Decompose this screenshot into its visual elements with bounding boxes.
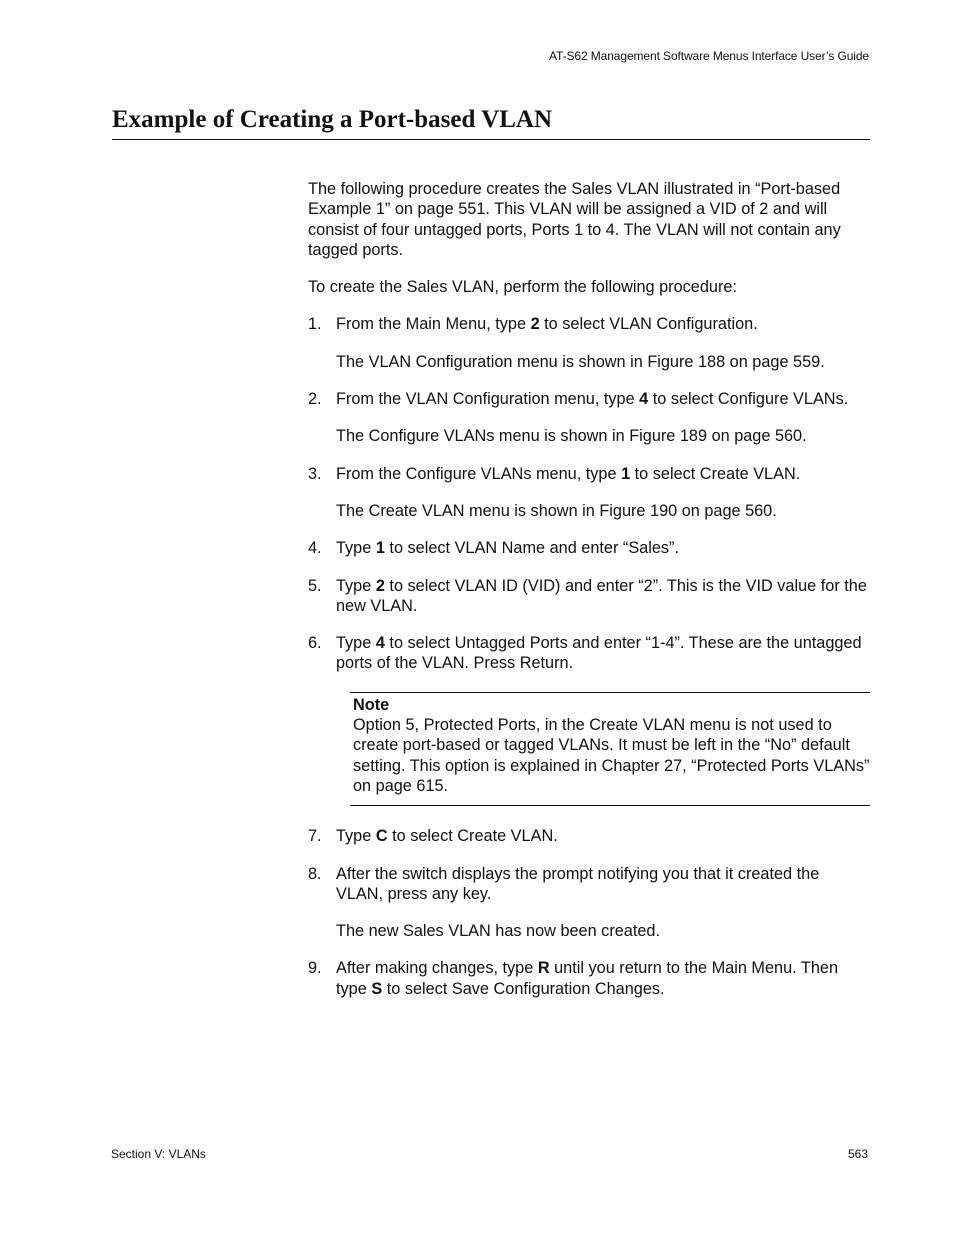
step-1 (308, 314, 870, 334)
step-text (336, 576, 870, 617)
step-text-part: until you return to the Main Menu. Then type (336, 959, 838, 998)
step-text-part: From the VLAN Configuration menu, type (336, 390, 640, 409)
step-text-part: to select Create VLAN. (630, 464, 801, 483)
step-number: 8. (308, 864, 322, 883)
footer-section: Section V: VLANs (111, 1147, 206, 1161)
step-key: 2 (375, 576, 385, 595)
step-text (336, 633, 870, 674)
step-text-part: to select VLAN Name and enter “Sales”. (384, 539, 679, 558)
step-4 (308, 538, 870, 558)
step-key: 4 (639, 390, 649, 409)
step-text (336, 864, 870, 905)
title-rule (112, 139, 870, 140)
step-text-part: to select Save Configuration Changes. (382, 979, 665, 998)
step-text (336, 464, 870, 484)
step-8 (308, 864, 870, 905)
step-text-part: Type (336, 634, 376, 653)
running-header: AT-S62 Management Software Menus Interface User’s Guide (549, 49, 869, 63)
step-text-part: From the Main Menu, type (336, 315, 531, 334)
body-column (308, 179, 870, 1016)
step-number: 2. (308, 390, 322, 409)
step-key: S (371, 979, 383, 998)
step-number: 6. (308, 634, 322, 653)
step-2-result: The Configure VLANs menu is shown in Figure 189 on page 560. (336, 427, 807, 446)
step-text-part: After the switch displays the prompt notifying you that it created the VLAN, press any key. (336, 864, 820, 903)
note-box (350, 692, 870, 806)
step-8-result: The new Sales VLAN has now been created. (336, 922, 661, 941)
step-text-part: to select Create VLAN. (387, 827, 558, 846)
step-text-part: Type (336, 827, 376, 846)
step-text (336, 826, 870, 846)
step-2 (308, 389, 870, 409)
intro-paragraph: The following procedure creates the Sales VLAN illustrated in “Port-based Example 1” on page 551. This VLAN will be assigned a VID of 2 and will consist of four untagged ports, Ports 1 to 4. The VLAN will not contain any tagged ports. (308, 180, 841, 259)
step-5 (308, 576, 870, 617)
step-number: 5. (308, 576, 322, 595)
step-number: 4. (308, 539, 322, 558)
step-text-part: to select Configure VLANs. (648, 390, 849, 409)
note-text: Option 5, Protected Ports, in the Create VLAN menu is not used to create port-based or tagged VLANs. It must be left in the “No” default setting. This option is explained in Chapter 27, “Protected Ports VLANs” on page 615. (353, 716, 870, 795)
section-title: Example of Creating a Port-based VLAN (112, 106, 553, 133)
step-key: C (375, 827, 388, 846)
step-number: 1. (308, 315, 322, 334)
step-text (336, 389, 870, 409)
step-text-part: Type (336, 539, 376, 558)
step-text-part: After making changes, type (336, 959, 538, 978)
step-number: 7. (308, 827, 322, 846)
step-key: R (537, 959, 550, 978)
step-9 (308, 958, 870, 999)
step-text-part: to select Untagged Ports and enter “1-4”. These are the untagged ports of the VLAN. Press Return. (336, 634, 862, 673)
step-number: 3. (308, 464, 322, 483)
step-key: 1 (621, 464, 631, 483)
step-text (336, 538, 870, 558)
lead-paragraph: To create the Sales VLAN, perform the following procedure: (308, 278, 737, 297)
step-text-part: to select VLAN Configuration. (539, 315, 758, 334)
step-text-part: Type (336, 576, 376, 595)
step-key: 4 (375, 634, 385, 653)
step-number: 9. (308, 959, 322, 978)
step-3-result: The Create VLAN menu is shown in Figure 190 on page 560. (336, 501, 777, 520)
step-7 (308, 826, 870, 846)
note-label: Note (353, 695, 390, 714)
step-6 (308, 633, 870, 674)
step-key: 1 (375, 539, 385, 558)
step-3 (308, 464, 870, 484)
step-key: 2 (530, 315, 540, 334)
step-text (336, 314, 870, 334)
step-text (336, 958, 870, 999)
step-text-part: to select VLAN ID (VID) and enter “2”. This is the VID value for the new VLAN. (336, 576, 867, 615)
step-1-result: The VLAN Configuration menu is shown in Figure 188 on page 559. (336, 352, 825, 371)
page-number: 563 (847, 1147, 868, 1161)
step-text-part: From the Configure VLANs menu, type (336, 464, 622, 483)
